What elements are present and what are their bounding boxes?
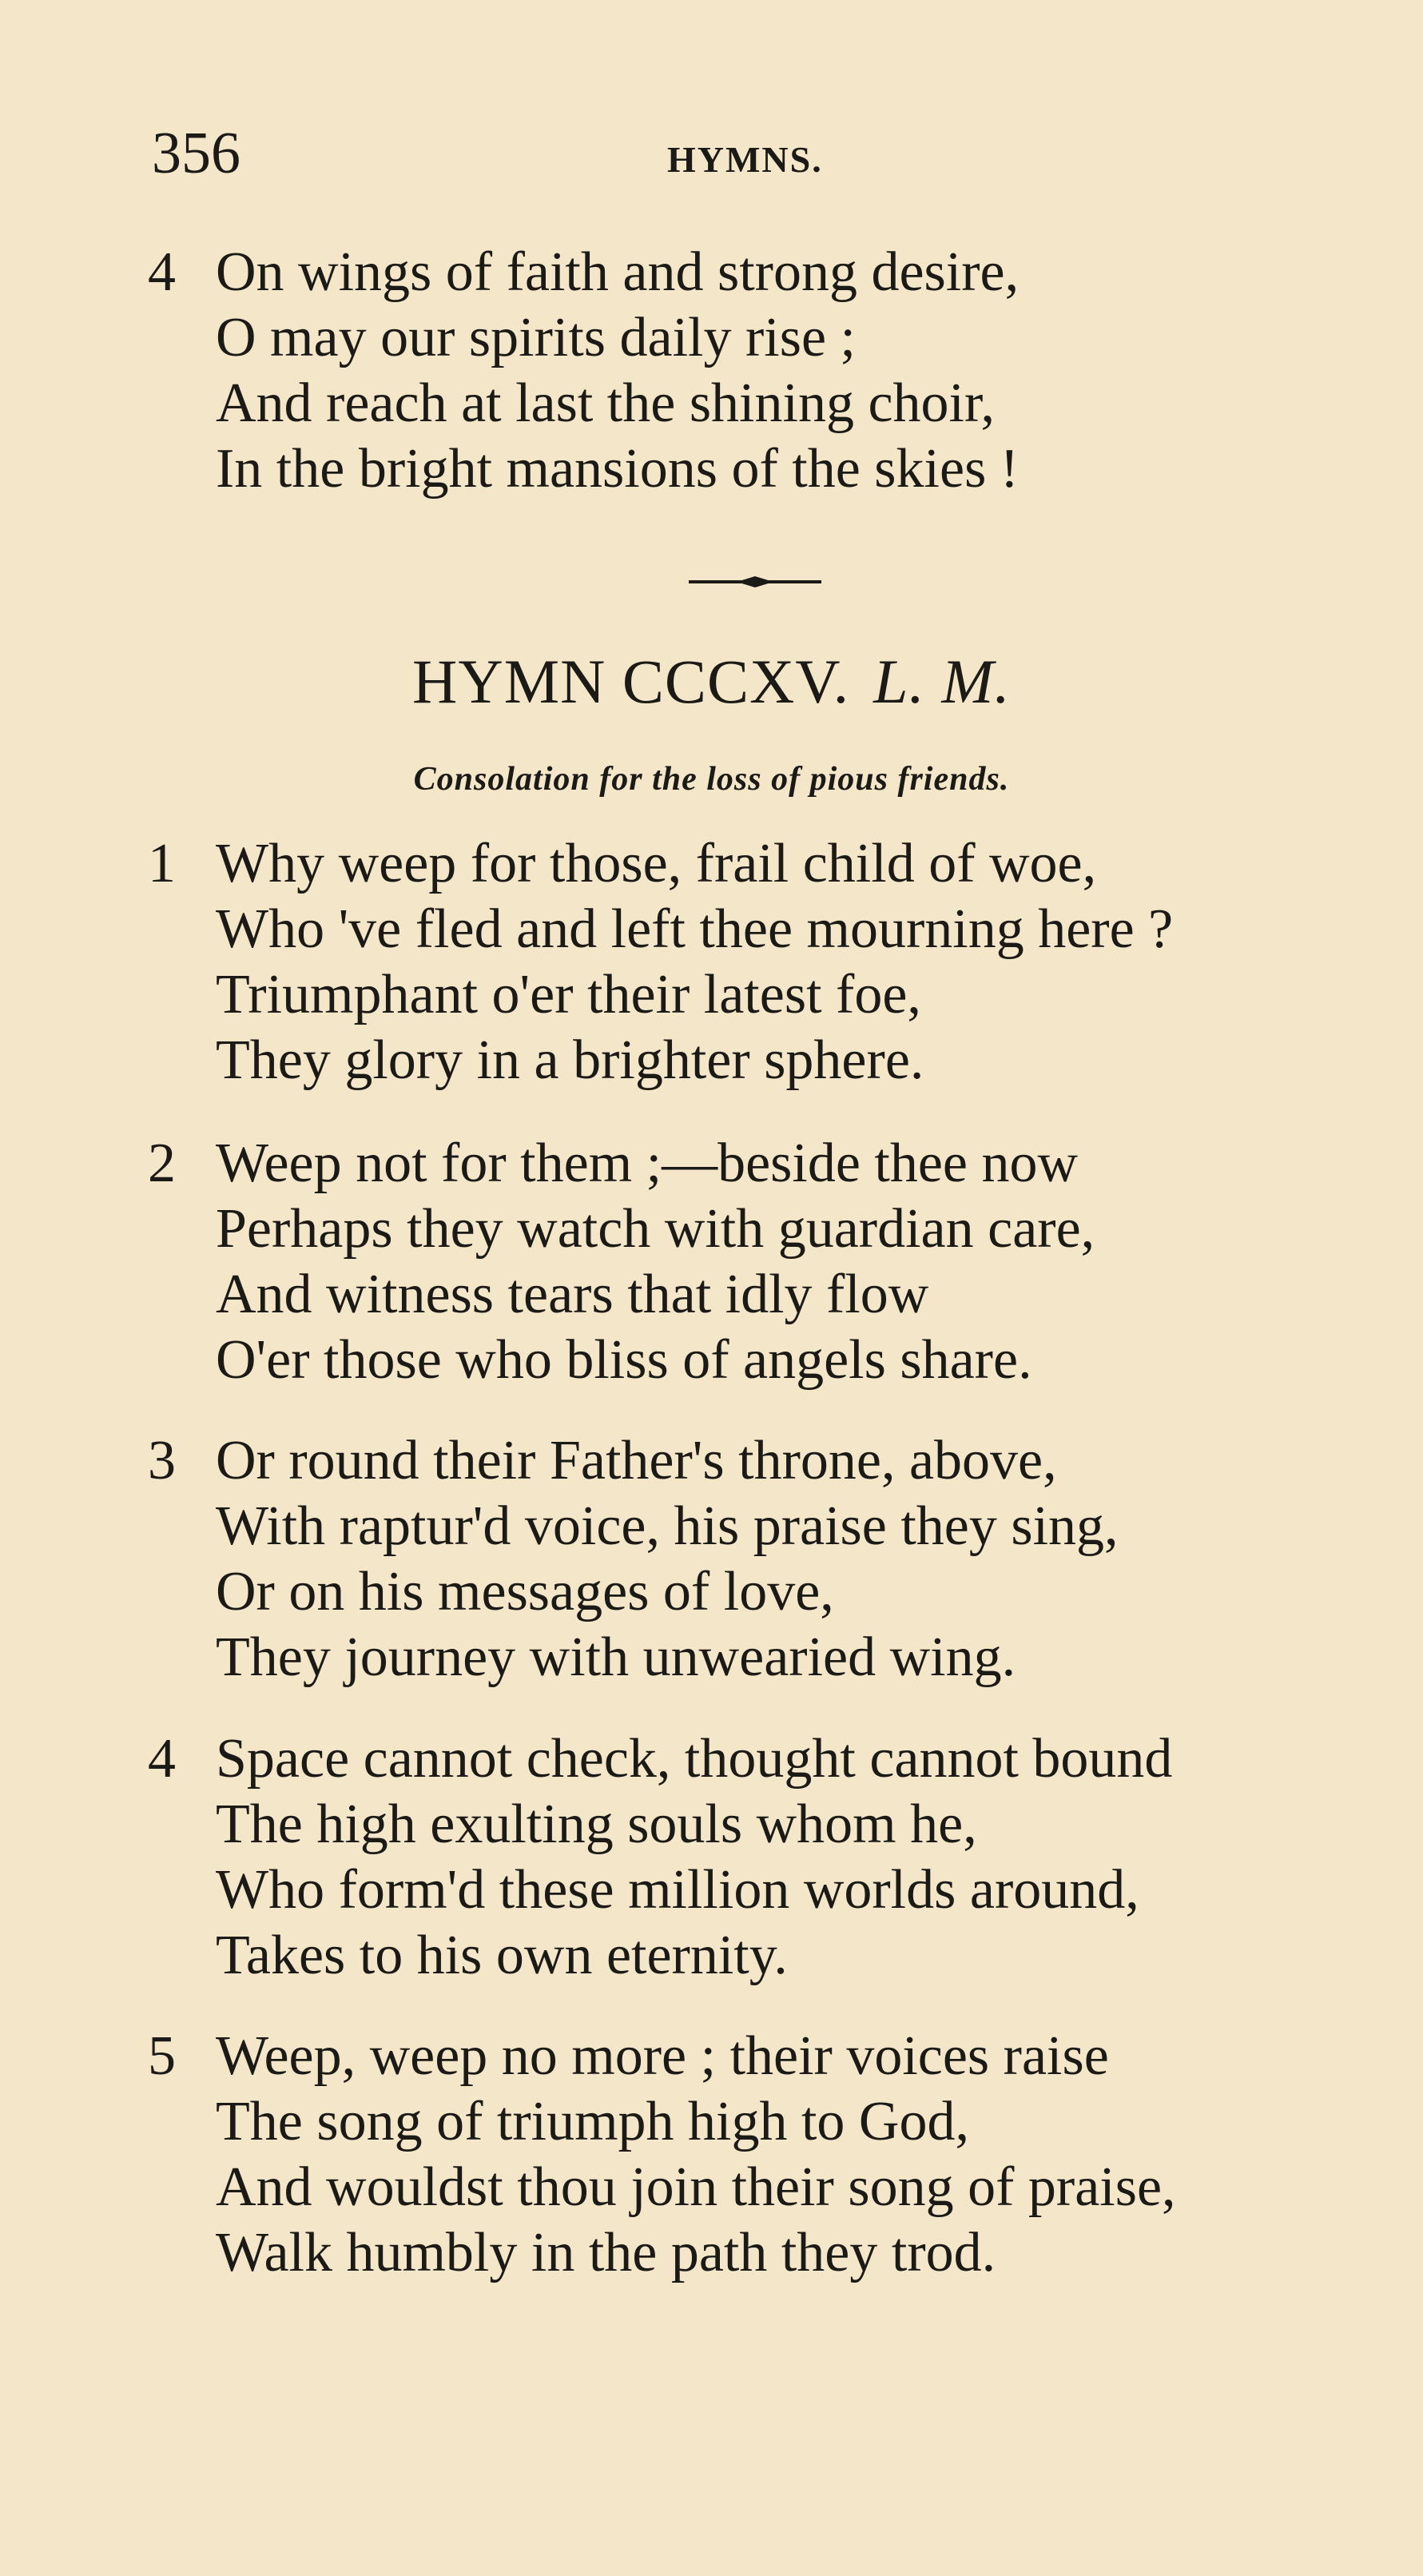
- hymn-title: [0, 643, 1423, 720]
- stanza-4: [148, 1726, 1362, 1989]
- stanza-number: 5: [148, 2025, 176, 2087]
- page-header: [152, 121, 1350, 185]
- stanza-line: And witness tears that idly flow: [216, 1264, 929, 1325]
- hymn-number: HYMN CCCXV.: [412, 647, 850, 716]
- hymn-meter: L. M.: [873, 647, 1011, 716]
- stanza-line: They glory in a brighter sphere.: [216, 1029, 924, 1091]
- stanza-line: Weep, weep no more ; their voices raise: [216, 2025, 1109, 2087]
- stanza-line: With raptur'd voice, his praise they sing,: [216, 1495, 1119, 1557]
- stanza-line: In the bright mansions of the skies !: [216, 438, 1020, 500]
- stanza-number: 4: [148, 241, 176, 303]
- stanza-number: 4: [148, 1728, 176, 1790]
- stanza-line: And reach at last the shining choir,: [216, 372, 995, 434]
- stanza-line: And wouldst thou join their song of praise,: [216, 2156, 1176, 2218]
- stanza-line: On wings of faith and strong desire,: [216, 241, 1020, 303]
- stanza-line: They journey with unwearied wing.: [216, 1626, 1016, 1688]
- stanza-continued-4: [148, 240, 1362, 502]
- ornament-divider: [687, 574, 823, 590]
- stanza-line: Weep not for them ;—beside thee now: [216, 1133, 1079, 1194]
- hymn-subtitle: Consolation for the loss of pious friends.: [413, 761, 1010, 798]
- stanza-number: 1: [148, 833, 176, 894]
- stanza-2: [148, 1131, 1362, 1393]
- stanza-line: Who 've fled and left thee mourning here ?: [216, 898, 1174, 960]
- stanza-line: The song of triumph high to God,: [216, 2091, 969, 2152]
- stanza-line: Walk humbly in the path they trod.: [216, 2222, 996, 2283]
- stanza-line: Triumphant o'er their latest foe,: [216, 964, 921, 1025]
- stanza-line: Space cannot check, thought cannot bound: [216, 1728, 1173, 1790]
- stanza-line: Perhaps they watch with guardian care,: [216, 1198, 1095, 1260]
- stanza-line: Or round their Father's throne, above,: [216, 1430, 1057, 1491]
- stanza-line: Who form'd these million worlds around,: [216, 1859, 1139, 1921]
- stanza-number: 2: [148, 1133, 176, 1194]
- stanza-line: O may our spirits daily rise ;: [216, 307, 857, 368]
- running-head: HYMNS.: [667, 139, 823, 180]
- stanza-number: 3: [148, 1430, 176, 1491]
- page-number: 356: [152, 121, 240, 186]
- stanza-3: [148, 1428, 1362, 1690]
- stanza-line: Or on his messages of love,: [216, 1561, 834, 1622]
- stanza-line: Takes to his own eternity.: [216, 1925, 788, 1986]
- stanza-line: O'er those who bliss of angels share.: [216, 1329, 1032, 1391]
- stanza-5: [148, 2024, 1362, 2286]
- stanza-1: [148, 831, 1362, 1093]
- stanza-line: The high exulting souls whom he,: [216, 1794, 977, 1855]
- stanza-line: Why weep for those, frail child of woe,: [216, 833, 1097, 894]
